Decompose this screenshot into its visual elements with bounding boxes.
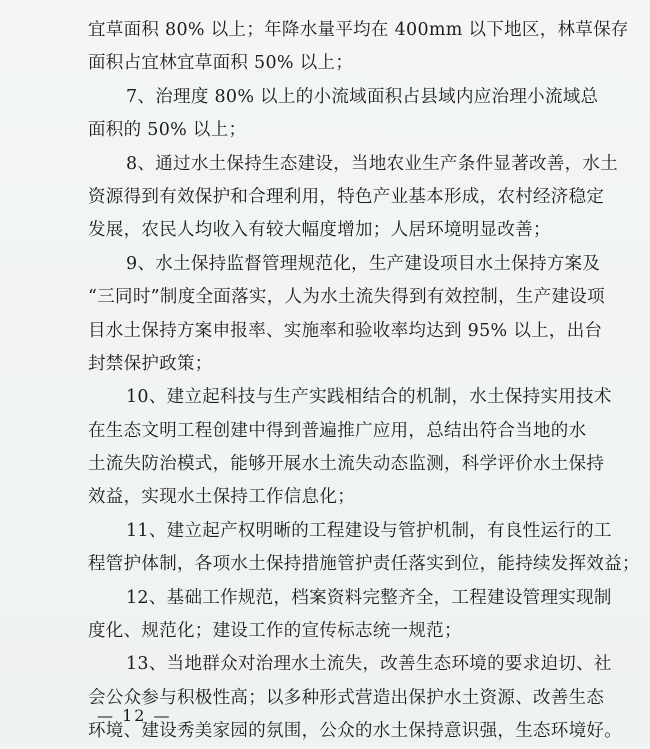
text-line: 环境、建设秀美家园的氛围，公众的水土保持意识强，生态环境好。: [88, 721, 622, 742]
text-line: 发展，农民人均收入有较大幅度增加；人居环境明显改善；: [88, 220, 551, 241]
text-line: 在生态文明工程创建中得到普遍推广应用，总结出符合当地的水: [88, 420, 587, 441]
text-line: 目水土保持方案申报率、实施率和验收率均达到 95% 以上，出台: [88, 320, 603, 341]
text-line: 程管护体制，各项水土保持措施管护责任落实到位，能持续发挥效益；: [88, 554, 640, 575]
text-line: 会公众参与积极性高；以多种形式营造出保护水土资源、改善生态: [88, 687, 605, 708]
text-line: 宜草面积 80% 以上；年降水量平均在 400mm 以下地区，林草保存: [88, 20, 629, 40]
text-line: 8、通过水土保持生态建设，当地农业生产条件显著改善，水土: [126, 153, 619, 174]
text-line: 度化、规范化；建设工作的宣传标志统一规范；: [88, 621, 462, 642]
page-number: — 12 —: [97, 706, 172, 725]
text-line: 面积占宜林宜草面积 50% 以上；: [88, 53, 354, 74]
text-line: “三同时”制度全面落实，人为水土流失得到有效控制，生产建设项: [88, 287, 605, 308]
text-line: 12、基础工作规范，档案资料完整齐全，工程建设管理实现制: [126, 587, 612, 608]
text-line: 11、建立起产权明晰的工程建设与管护机制，有良性运行的工: [126, 520, 612, 541]
text-line: 13、当地群众对治理水土流失，改善生态环境的要求迫切、社: [126, 654, 612, 675]
text-line: 封禁保护政策；: [88, 353, 213, 374]
text-line: 10、建立起科技与生产实践相结合的机制，水土保持实用技术: [126, 387, 612, 408]
body-text: [88, 14, 640, 749]
text-line: 9、水土保持监督管理规范化，生产建设项目水土保持方案及: [126, 253, 601, 274]
text-line: 效益，实现水土保持工作信息化；: [88, 487, 355, 508]
text-line: 资源得到有效保护和合理利用，特色产业基本形成，农村经济稳定: [88, 186, 605, 207]
text-line: 面积的 50% 以上；: [88, 120, 247, 141]
text-line: 土流失防治模式，能够开展水土流失动态监测，科学评价水土保持: [88, 454, 605, 475]
text-line: 7、治理度 80% 以上的小流域面积占县域内应治理小流域总: [126, 86, 599, 107]
